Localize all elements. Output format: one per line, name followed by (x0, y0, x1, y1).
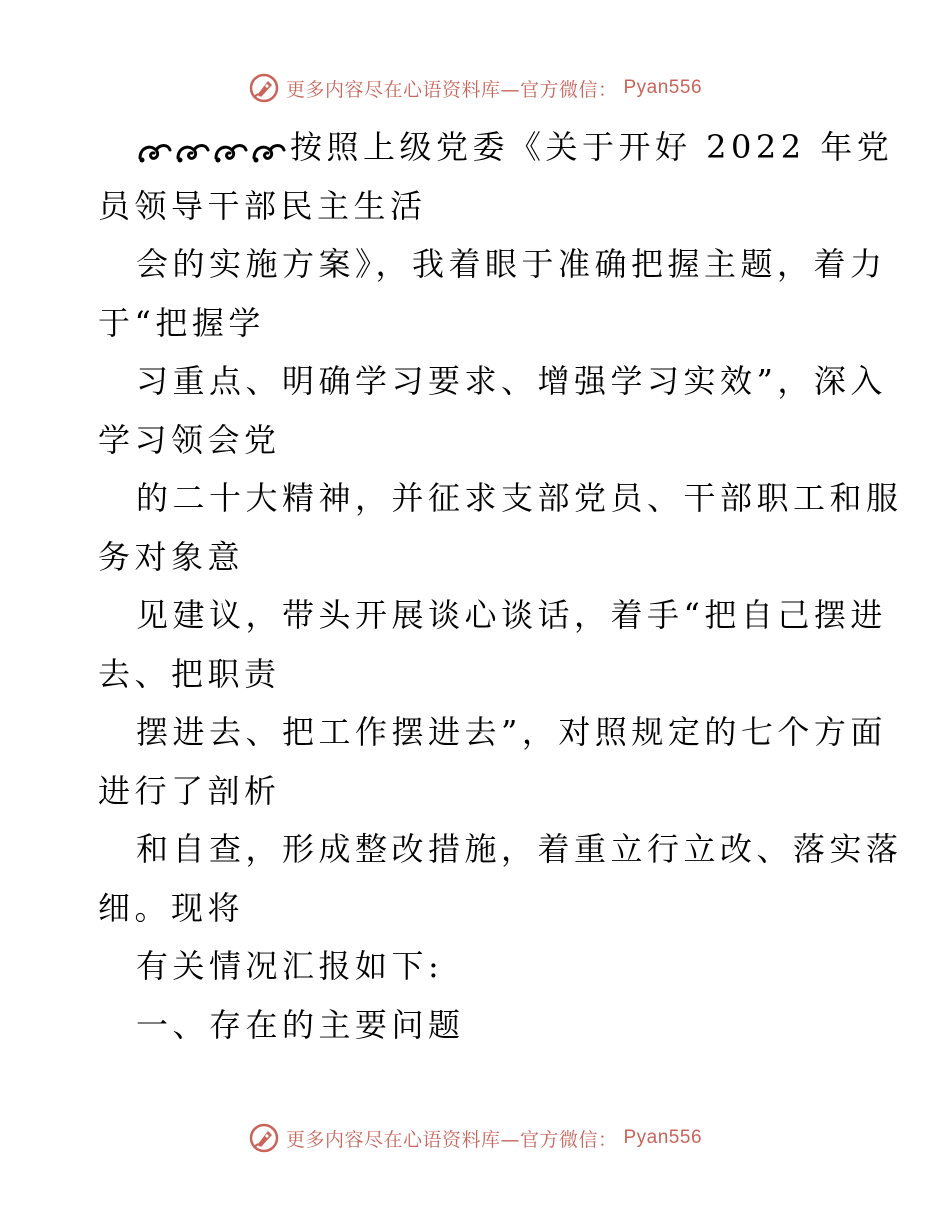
paragraph-line: 于“把握学 (98, 303, 265, 342)
watermark-wechat-id: Pyan556 (623, 77, 703, 98)
document-body (98, 118, 903, 1054)
paragraph-line: 见建议，带头开展谈心谈话，着手“把自己摆进 (136, 596, 887, 634)
pen-nib-logo-icon (248, 1122, 280, 1154)
watermark-text: 更多内容尽在心语资料库—官方微信： (285, 78, 618, 101)
paragraph-line: 去、把职责 (98, 654, 281, 693)
paragraph-line: 细。现将 (98, 888, 245, 927)
paragraph-line: 习重点、明确学习要求、增强学习实效”，深入 (136, 362, 887, 400)
paragraph-line: 的二十大精神，并征求支部党员、干部职工和服 (136, 479, 903, 517)
paragraph-line: 摆进去、把工作摆进去”，对照规定的七个方面 (136, 713, 887, 751)
paragraph-line: 会的实施方案》，我着眼于准确把握主题，着力 (136, 245, 887, 283)
fleuron-ornament-icon (136, 136, 174, 168)
paragraph-line: 员领导干部民主生活 (98, 186, 427, 225)
paragraph-text: 按照上级党委《关于开好 2022 年党 (290, 128, 894, 166)
paragraph-line: 学习领会党 (98, 420, 281, 459)
ornament-group (136, 120, 288, 179)
paragraph-line: 进行了剖析 (98, 771, 281, 810)
paragraph-line: 务对象意 (98, 537, 245, 576)
footer-watermark (0, 1122, 950, 1154)
pen-nib-logo-icon (248, 72, 280, 104)
watermark-text: 更多内容尽在心语资料库—官方微信： (285, 1128, 618, 1151)
fleuron-ornament-icon (250, 136, 288, 168)
watermark-wechat-id: Pyan556 (623, 1127, 703, 1148)
header-watermark (0, 72, 950, 104)
paragraph-line: 有关情况汇报如下: (136, 947, 444, 985)
fleuron-ornament-icon (212, 136, 250, 168)
fleuron-ornament-icon (174, 136, 212, 168)
paragraph-line: 和自查，形成整改措施，着重立行立改、落实落 (136, 830, 903, 868)
paragraph-line (98, 118, 894, 177)
section-heading: 一、存在的主要问题 (136, 1005, 465, 1044)
